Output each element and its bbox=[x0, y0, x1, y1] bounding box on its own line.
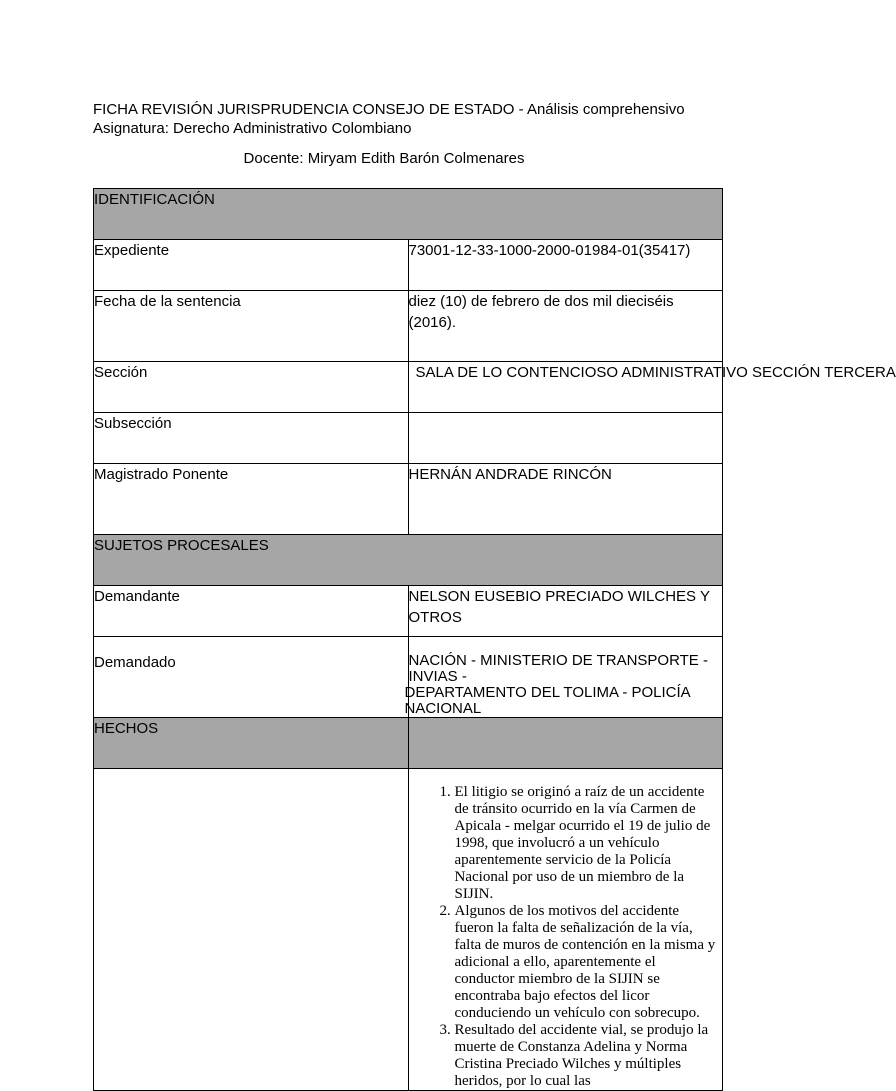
seccion-value: SALA DE LO CONTENCIOSO ADMINISTRATIVO SECCIÓN TERCERA bbox=[408, 362, 723, 413]
demandado-label: Demandado bbox=[94, 637, 409, 718]
demandante-value: NELSON EUSEBIO PRECIADO WILCHES Y OTROS bbox=[408, 586, 723, 637]
row-seccion bbox=[94, 362, 723, 413]
row-hechos-content bbox=[94, 769, 723, 1091]
magistrado-value: HERNÁN ANDRADE RINCÓN bbox=[408, 464, 723, 535]
hechos-list-cell bbox=[408, 769, 723, 1091]
section-row-hechos bbox=[94, 718, 723, 769]
row-subseccion bbox=[94, 413, 723, 464]
docente-line: Docente: Miryam Edith Barón Colmenares bbox=[243, 150, 525, 167]
section-hechos-empty bbox=[408, 718, 723, 769]
document-title: FICHA REVISIÓN JURISPRUDENCIA CONSEJO DE ESTADO - Análisis comprehensivo Asignatura: Derecho Administrativo Colombiano bbox=[93, 101, 685, 137]
row-expediente bbox=[94, 240, 723, 291]
fecha-label: Fecha de la sentencia bbox=[94, 291, 409, 362]
subseccion-value bbox=[408, 413, 723, 464]
subseccion-label: Subsección bbox=[94, 413, 409, 464]
demandado-value bbox=[404, 637, 723, 718]
section-sujetos: SUJETOS PROCESALES bbox=[94, 535, 723, 586]
row-magistrado bbox=[94, 464, 723, 535]
section-row-sujetos bbox=[94, 535, 723, 586]
section-identificacion: IDENTIFICACIÓN bbox=[94, 189, 723, 240]
expediente-label: Expediente bbox=[94, 240, 409, 291]
row-demandante bbox=[94, 586, 723, 637]
expediente-value: 73001-12-33-1000-2000-01984-01(35417) bbox=[408, 240, 723, 291]
row-fecha bbox=[94, 291, 723, 362]
hechos-item: 1. El litigio se originó a raíz de un accidente de tránsito ocurrido en la vía Carmen de Apicala - melgar ocurrido el 19 de julio de 1998, que involucró a un vehículo aparentemente servicio de la Policía Nacional por uso de un miembro de la SIJIN. bbox=[455, 784, 719, 903]
demandante-label: Demandante bbox=[94, 586, 409, 637]
row-demandado bbox=[94, 637, 723, 718]
hechos-list bbox=[409, 769, 723, 1090]
hechos-empty-cell bbox=[94, 769, 409, 1091]
section-hechos: HECHOS bbox=[94, 718, 409, 769]
ficha-table bbox=[93, 188, 896, 1091]
hechos-item: 2. Algunos de los motivos del accidente fueron la falta de señalización de la vía, falta de muros de contención en la misma y adicional a ello, aparentemente el conductor miembro de la SIJIN se encontraba bajo efectos del licor conduciendo un vehículo con sobrecupo. bbox=[455, 903, 719, 1022]
seccion-label: Sección bbox=[94, 362, 409, 413]
hechos-item: 3. Resultado del accidente vial, se produjo la muerte de Constanza Adelina y Norma Cristina Preciado Wilches y múltiples heridos, por lo cual las bbox=[455, 1022, 719, 1090]
demandado-line-2: DEPARTAMENTO DEL TOLIMA - POLICÍA NACIONAL bbox=[404, 684, 690, 717]
demandado-line-1: NACIÓN - MINISTERIO DE TRANSPORTE - INVIAS - bbox=[408, 652, 708, 685]
fecha-value: diez (10) de febrero de dos mil dieciséis (2016). bbox=[408, 291, 723, 362]
section-row-identificacion bbox=[94, 189, 723, 240]
magistrado-label: Magistrado Ponente bbox=[94, 464, 409, 535]
